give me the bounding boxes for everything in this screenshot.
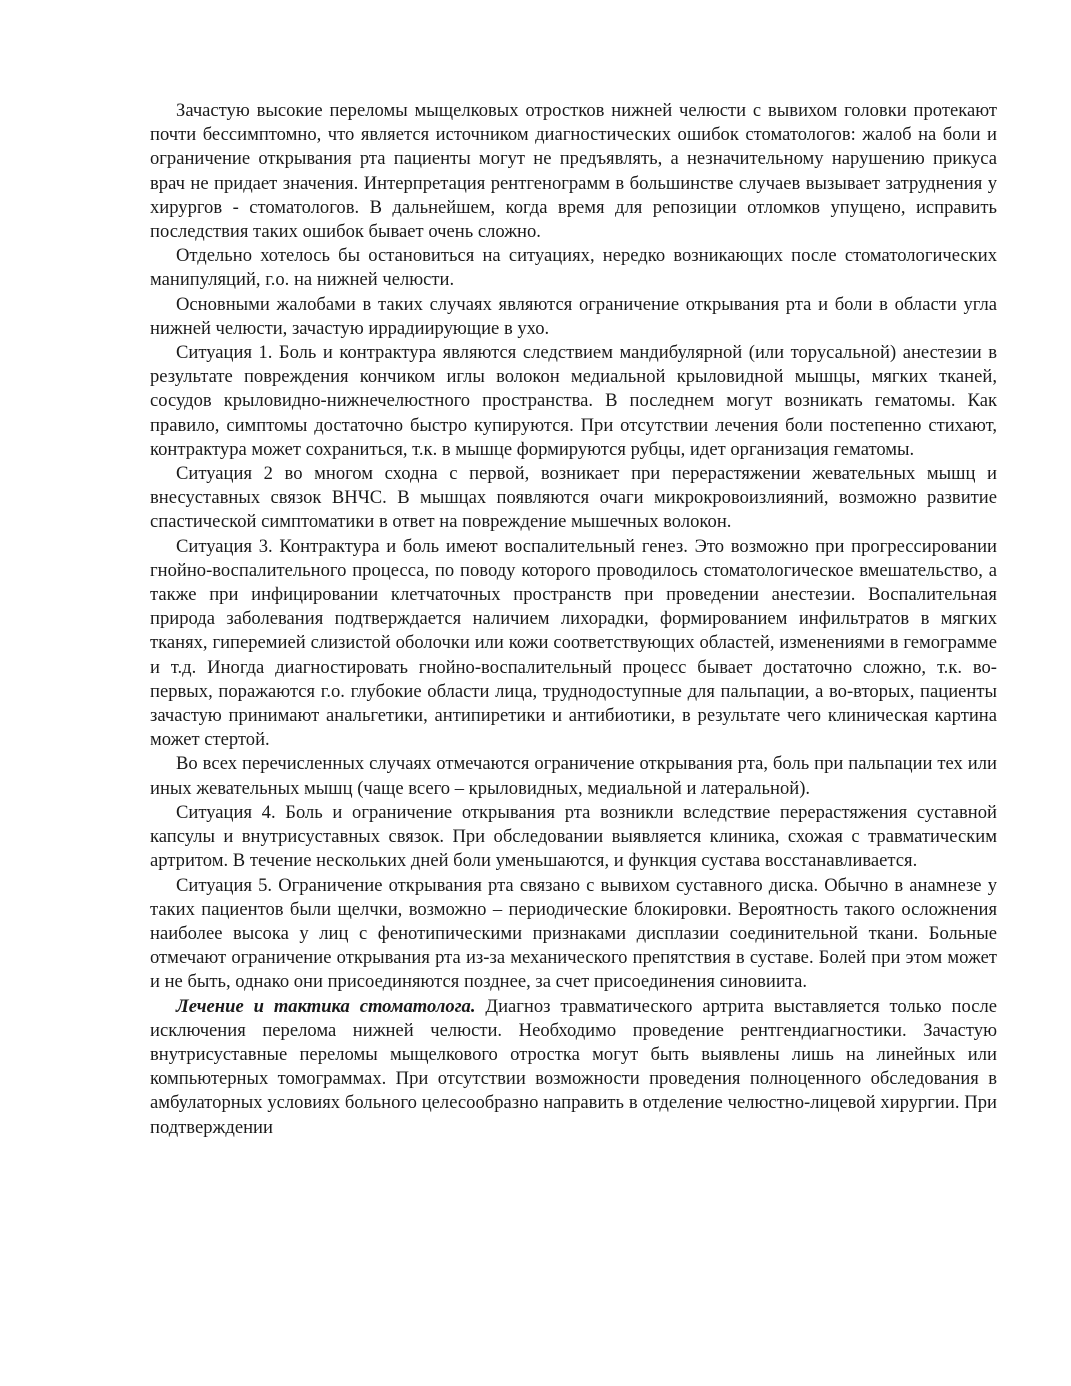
paragraph-situation-4: Ситуация 4. Боль и ограничение открывания рта возникли вследствие перерастяжения суставной капсулы и внутрисуставных связок. При обследовании выявляется клиника, схожая с травматическим артритом. В течение нескольких дней боли уменьшаются, и функция сустава восстанавливается. — [150, 801, 997, 872]
paragraph-1: Зачастую высокие переломы мыщелковых отростков нижней челюсти с вывихом головки протекают почти бессимптомно, что является источником диагностических ошибок стоматологов: жалоб на боли и ограничение открывания рта пациенты могут не предъявлять, а незначительному нарушению прикуса врач не придает значения. Интерпретация рентгенограмм в большинстве случаев вызывает затруднения у хирургов - стоматологов. В дальнейшем, когда время для репозиции отломков упущено, исправить последствия таких ошибок бывает очень сложно. — [150, 100, 997, 243]
paragraph-situation-3: Ситуация 3. Контрактура и боль имеют воспалительный генез. Это возможно при прогрессировании гнойно-воспалительного процесса, по поводу которого проводилось стоматологическое вмешательство, а также при инфицировании клетчаточных пространств при проведении анестезии. Воспалительная природа заболевания подтверждается наличием лихорадки, формированием инфильтратов в мягких тканях, гиперемией слизистой оболочки или кожи соответствующих областей, изменениями в гемограмме и т.д. Иногда диагностировать гнойно-воспалительный процесс бывает достаточно сложно, т.к. во-первых, поражаются г.о. глубокие области лица, труднодоступные для пальпации, а во-вторых, пациенты зачастую принимают анальгетики, антипиретики и антибиотики, в результате чего клиническая картина может стертой. — [150, 535, 997, 751]
paragraph-summary: Во всех перечисленных случаях отмечаются ограничение открывания рта, боль при пальпации тех или иных жевательных мышц (чаще всего – крыловидных, медиальной и латеральной). — [150, 753, 997, 799]
paragraph-2: Отдельно хотелось бы остановиться на ситуациях, нередко возникающих после стоматологических манипуляций, г.о. на нижней челюсти. — [150, 245, 997, 291]
paragraph-situation-5: Ситуация 5. Ограничение открывания рта связано с вывихом суставного диска. Обычно в анамнезе у таких пациентов были щелчки, возможно – периодические блокировки. Вероятность такого осложнения наиболее высока у лиц с фенотипическими признаками дисплазии соединительной ткани. Больные отмечают ограничение открывания рта из-за механического препятствия в суставе. Болей при этом может и не быть, однако они присоединяются позднее, за счет присоединения синовиита. — [150, 874, 997, 993]
paragraph-3: Основными жалобами в таких случаях являются ограничение открывания рта и боли в области угла нижней челюсти, зачастую иррадиирующие в ухо. — [150, 293, 997, 339]
paragraph-situation-1: Ситуация 1. Боль и контрактура являются следствием мандибулярной (или торусальной) анестезии в результате повреждения кончиком иглы волокон медиальной крыловидной мышцы, мягких тканей, сосудов крыловидно-нижнечелюстного пространства. В последнем могут возникать гематомы. Как правило, симптомы достаточно быстро купируются. При отсутствии лечения боли постепенно стихают, контрактура может сохраниться, т.к. в мышце формируются рубцы, идет организация гематомы. — [150, 342, 997, 460]
paragraph-situation-2: Ситуация 2 во многом сходна с первой, возникает при перерастяжении жевательных мышц и внесуставных связок ВНЧС. В мышцах появляются очаги микрокровоизлияний, возможно развитие спастической симптоматики в ответ на повреждение мышечных волокон. — [150, 463, 997, 533]
paragraph-treatment — [150, 995, 997, 1140]
treatment-heading: Лечение и тактика стоматолога. — [176, 995, 476, 1017]
treatment-text: Диагноз травматического артрита выставляется только после исключения перелома нижней челюсти. Необходимо проведение рентгендиагностики. Зачастую внутрисуставные переломы мыщелкового отростка могут быть выявлены лишь на линейных или компьютерных томограммах. При отсутствии возможности проведения полноценного обследования в амбулаторных условиях больного целесообразно направить в отделение челюстно-лицевой хирургии. При подтверждении — [150, 995, 997, 1138]
document-page — [150, 99, 997, 1140]
